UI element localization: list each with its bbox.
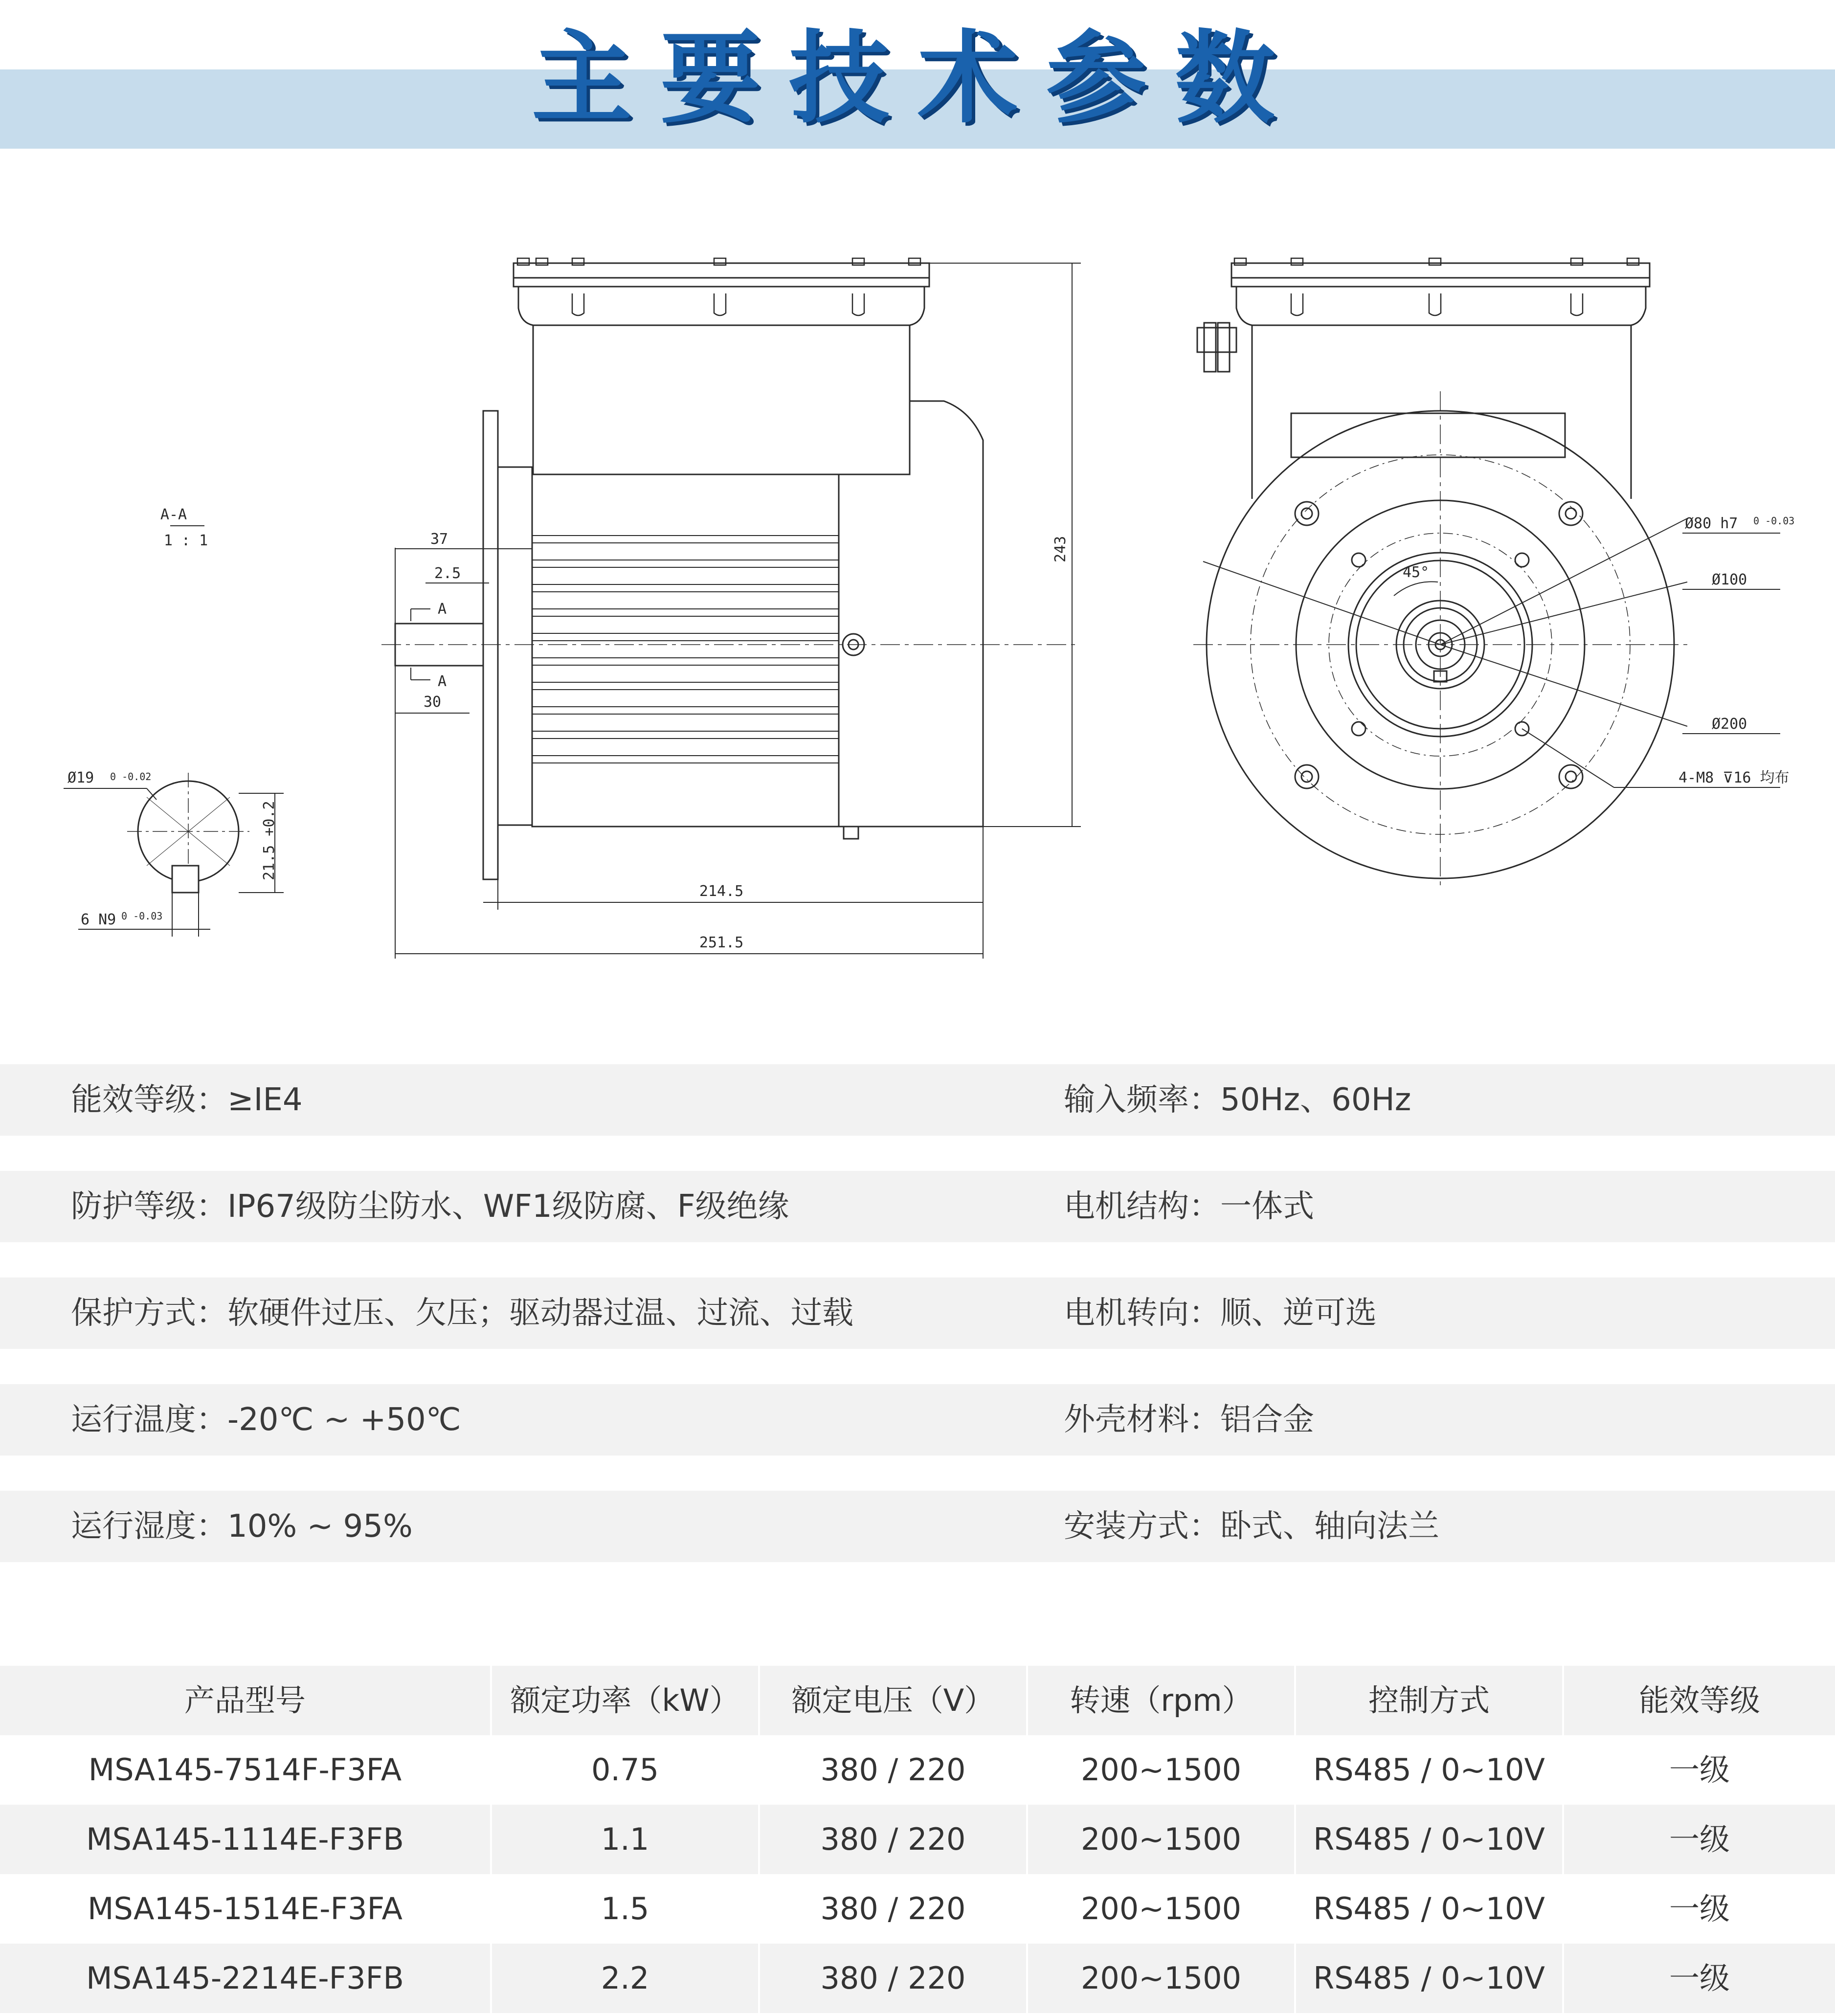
key-width-label: 6 N9 [81,911,116,928]
table-cell: 一级 [1669,1821,1730,1857]
table-cell: 一级 [1669,1960,1730,1996]
table-cell: 200~1500 [1028,1805,1296,1874]
table-row [0,1735,1835,1805]
param-row [0,1384,1835,1456]
section-label: A-A [160,506,187,523]
shaft-diameter-tolerance: 0 -0.02 [110,771,152,783]
table-cell: MSA145-1514E-F3FA [0,1874,492,1944]
table-row [0,1805,1835,1874]
table-cell: RS485 / 0~10V [1296,1944,1564,2013]
shaft-section-view [64,506,284,937]
param-row [0,1277,1835,1349]
shaft-diameter-label: Ø19 [67,769,94,786]
holes-label: 4-M8 ⊽16 均布 [1678,769,1790,786]
parameter-list [0,1064,1835,1597]
table-cell: RS485 / 0~10V [1296,1805,1564,1874]
table-row [0,1874,1835,1944]
table-cell: 200~1500 [1028,1874,1296,1944]
param-mounting-type: 安装方式：卧式、轴向法兰 [1064,1508,1439,1545]
dim-214-5: 214.5 [699,883,744,900]
table-cell: MSA145-1114E-F3FB [0,1805,492,1874]
spigot-label: Ø80 h7 [1685,515,1738,532]
param-row [0,1171,1835,1242]
flange-200-label: Ø200 [1712,716,1747,733]
table-cell: 1.5 [492,1874,760,1944]
dim-251-5: 251.5 [699,934,744,951]
table-cell: 380 / 220 [760,1805,1028,1874]
column-header: 额定电压（V） [760,1666,1028,1735]
table-cell: RS485 / 0~10V [1296,1874,1564,1944]
page-title: 主要技术参数 [532,20,1303,137]
side-view [381,258,1081,959]
table-cell: 380 / 220 [760,1874,1028,1944]
technical-drawing [0,196,1835,1003]
param-input-frequency: 输入频率：50Hz、60Hz [1064,1082,1411,1118]
column-header: 转速（rpm） [1028,1666,1296,1735]
table-cell: MSA145-2214E-F3FB [0,1944,492,2013]
dim-30: 30 [424,694,442,711]
spec-table [0,1666,1835,2013]
table-row [0,1944,1835,2013]
param-operating-humidity: 运行湿度：10% ~ 95% [71,1508,413,1545]
table-cell: 380 / 220 [760,1944,1028,2013]
key-height-label: 21.5 +0.2 [261,801,278,880]
angle-label: 45° [1403,564,1430,581]
table-cell: MSA145-7514F-F3FA [0,1735,492,1805]
pcd-100-label: Ø100 [1712,571,1747,588]
param-rotation-direction: 电机转向：顺、逆可选 [1064,1295,1377,1331]
column-header: 额定功率（kW） [492,1666,760,1735]
column-header: 能效等级 [1638,1682,1760,1718]
table-cell: RS485 / 0~10V [1296,1735,1564,1805]
table-cell: 380 / 220 [760,1735,1028,1805]
table-cell: 一级 [1669,1752,1730,1788]
table-cell: 200~1500 [1028,1944,1296,2013]
dim-2-5: 2.5 [434,565,461,582]
column-header: 控制方式 [1296,1666,1564,1735]
param-operating-temperature: 运行温度：-20℃ ~ +50℃ [71,1402,461,1438]
table-cell: 0.75 [492,1735,760,1805]
param-motor-structure: 电机结构：一体式 [1064,1188,1314,1225]
table-cell: 200~1500 [1028,1735,1296,1805]
front-view [1193,258,1794,890]
param-protection-mode: 保护方式：软硬件过压、欠压；驱动器过温、过流、过载 [71,1295,853,1331]
param-housing-material: 外壳材料：铝合金 [1064,1402,1314,1438]
dim-37: 37 [430,531,448,548]
column-header: 产品型号 [0,1666,492,1735]
param-row [0,1491,1835,1562]
section-marker-top: A [438,601,447,618]
section-marker-bottom: A [438,673,447,690]
table-header-row [0,1666,1835,1735]
param-efficiency-class: 能效等级：≥IE4 [71,1082,303,1118]
key-width-tolerance: 0 -0.03 [121,910,163,922]
section-scale: 1 : 1 [163,532,208,549]
spigot-tolerance: 0 -0.03 [1753,515,1795,527]
table-cell: 1.1 [492,1805,760,1874]
param-row [0,1064,1835,1136]
table-cell: 一级 [1669,1891,1730,1926]
table-cell: 2.2 [492,1944,760,2013]
dim-243: 243 [1052,536,1069,562]
param-protection-class: 防护等级：IP67级防尘防水、WF1级防腐、F级绝缘 [71,1188,789,1225]
